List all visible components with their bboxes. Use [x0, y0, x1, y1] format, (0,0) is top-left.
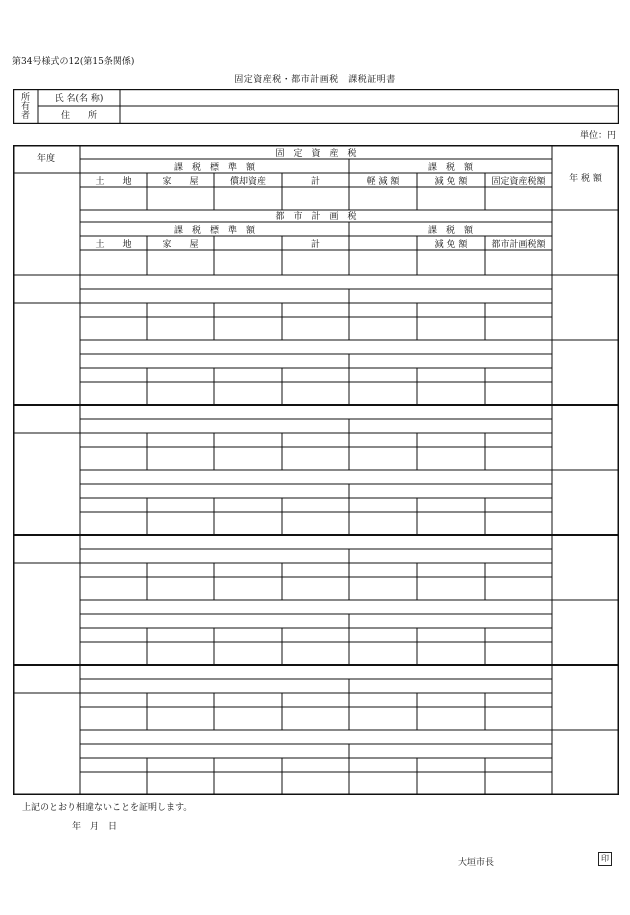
fixed-col-1: 土 地 — [95, 177, 132, 187]
city-col-2: 家 屋 — [162, 240, 199, 250]
city-col-5: 都市計画税額 — [491, 240, 546, 250]
tax-certificate-table — [13, 145, 619, 795]
fixed-col-4: 計 — [310, 177, 321, 187]
svg-text:者: 者 — [20, 111, 31, 121]
fixed-tax-amount-header: 課 税 額 — [427, 163, 474, 173]
city-planning-tax-header: 都 市 計 画 税 — [275, 212, 357, 222]
city-col-3: 計 — [310, 240, 321, 250]
name-label: 氏 名(名 称) — [54, 94, 104, 104]
fixed-col-5: 軽 減 額 — [366, 177, 400, 187]
form-number: 第34号様式の12(第15条関係) — [12, 57, 135, 67]
fixed-col-7: 固定資産税額 — [491, 177, 546, 187]
certification-statement: 上記のとおり相違ないことを証明します。 — [22, 803, 193, 813]
fixed-col-6: 減 免 額 — [434, 177, 468, 187]
city-col-4: 減 免 額 — [434, 240, 468, 250]
address-label: 住 所 — [60, 111, 98, 121]
document-title: 固定資産税・都市計画税 課税証明書 — [234, 75, 396, 85]
fixed-col-3: 償却資産 — [229, 177, 267, 187]
issue-date: 年 月 日 — [72, 822, 118, 832]
issuer-mayor: 大垣市長 — [458, 858, 495, 868]
city-col-1: 土 地 — [95, 240, 132, 250]
fixed-tax-base-header: 課 税 標 準 額 — [173, 163, 256, 173]
owner-side-label — [21, 92, 30, 121]
city-tax-base-header: 課 税 標 準 額 — [173, 226, 256, 236]
svg-text:所: 所 — [20, 93, 31, 103]
fixed-col-2: 家 屋 — [162, 177, 199, 187]
owner-table — [13, 89, 619, 124]
seal-mark: 印 — [598, 852, 612, 866]
year-header: 年度 — [36, 154, 56, 164]
svg-text:有: 有 — [20, 102, 31, 112]
fixed-asset-tax-header: 固 定 資 産 税 — [275, 149, 357, 159]
city-tax-amount-header: 課 税 額 — [427, 226, 474, 236]
unit-label: 単位：円 — [579, 131, 616, 141]
annual-tax-header: 年 税 額 — [569, 174, 602, 184]
